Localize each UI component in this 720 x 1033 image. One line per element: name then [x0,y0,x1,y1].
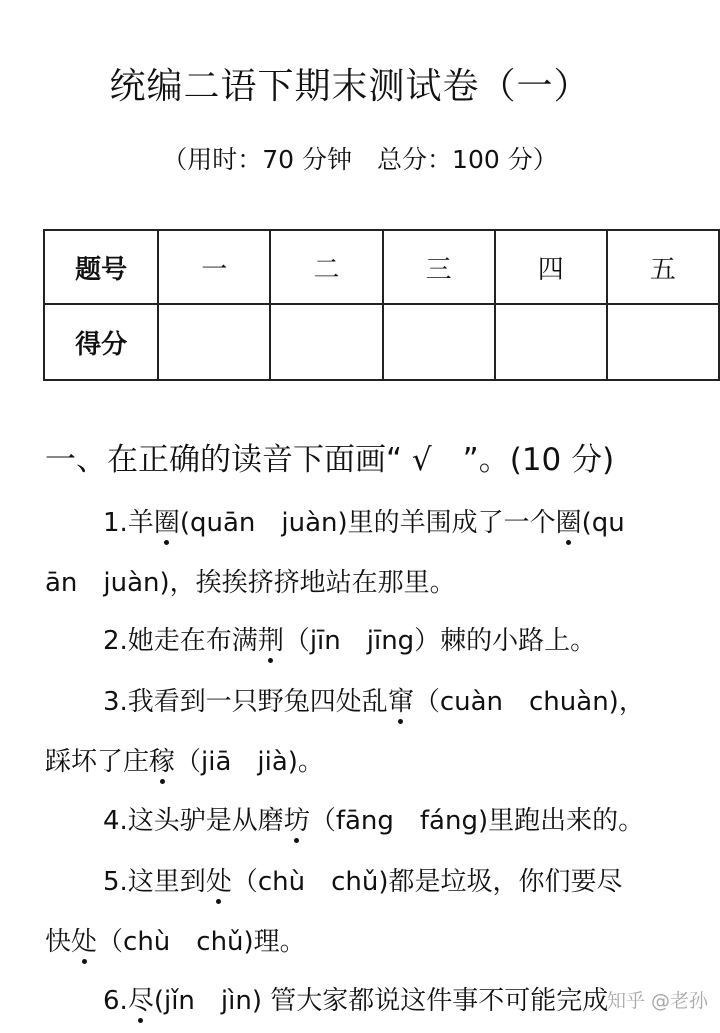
score-header: 得分 [44,304,158,380]
question-2-line-1 [103,620,596,657]
score-cell-4[interactable] [495,304,607,380]
score-table-row-question-number [44,230,719,304]
score-cell-2[interactable] [270,304,382,380]
q2-dotted-char: 荆 [258,620,284,657]
q1-text-c: (quān juàn)里的羊围成了一个 [179,508,556,538]
column-header-4: 四 [495,230,607,304]
q6-text-c: (jǐn jìn) 管大家都说这件事不可能完成 [153,986,609,1016]
watermark-text: 知乎 @老孙 [606,990,708,1012]
column-header-1: 一 [158,230,270,304]
column-header-2: 二 [270,230,382,304]
score-cell-5[interactable] [607,304,719,380]
q2-text-c: （jīn jīng）棘的小路上。 [283,626,597,656]
q3-text-a: 3.我看到一只野兔四处乱 [103,687,388,717]
q5-text-d: 快 [45,927,72,957]
score-table-row-score [44,304,719,380]
q5-text-c: （chù chǔ)都是垃圾，你们要尽 [231,867,623,897]
q3-text-c: （cuàn chuàn)， [413,687,645,717]
column-header-5: 五 [607,230,719,304]
q3-dotted-char-1: 窜 [388,681,414,718]
question-6-line-1 [103,980,608,1017]
exam-title: 统编二语下期末测试卷（一） [109,66,591,107]
q3-text-f: （jiā jià)。 [175,747,324,777]
question-4-line-1 [103,800,644,837]
q1-dotted-char-1: 圈 [154,502,180,539]
question-1-line-1 [103,502,625,539]
q5-text-a: 5.这里到 [103,867,206,897]
question-5-line-1 [103,861,622,898]
q3-text-d: 踩坏了庄 [45,747,150,777]
question-3-line-1 [103,681,645,718]
score-table [43,229,720,381]
q5-dotted-char-2: 处 [71,921,97,958]
score-cell-3[interactable] [383,304,495,380]
column-header-3: 三 [383,230,495,304]
q6-dotted-char: 尽 [128,980,154,1017]
q4-text-a: 4.这头驴是从磨 [103,806,284,836]
q1-text-a: 1.羊 [103,508,154,538]
q5-text-f: （chù chǔ)理。 [97,927,306,957]
q2-text-a: 2.她走在布满 [103,626,258,656]
q1-text-e: (qu [581,508,625,538]
exam-subtitle: （用时：70 分钟 总分：100 分） [162,145,558,174]
section-1-heading: 一、在正确的读音下面画“ √ ”。(10 分) [45,442,615,478]
q1-dotted-char-2: 圈 [556,502,582,539]
q6-text-a: 6. [103,986,128,1016]
score-cell-1[interactable] [158,304,270,380]
q5-dotted-char-1: 处 [206,861,232,898]
question-3-line-2 [45,741,324,778]
q3-dotted-char-2: 稼 [149,741,175,778]
q4-dotted-char: 坊 [284,800,310,837]
question-number-header: 题号 [44,230,158,304]
question-5-line-2 [45,921,306,958]
q4-text-c: （fāng fáng)里跑出来的。 [309,806,645,836]
question-1-line-2: ān juàn)，挨挨挤挤地站在那里。 [45,568,456,598]
